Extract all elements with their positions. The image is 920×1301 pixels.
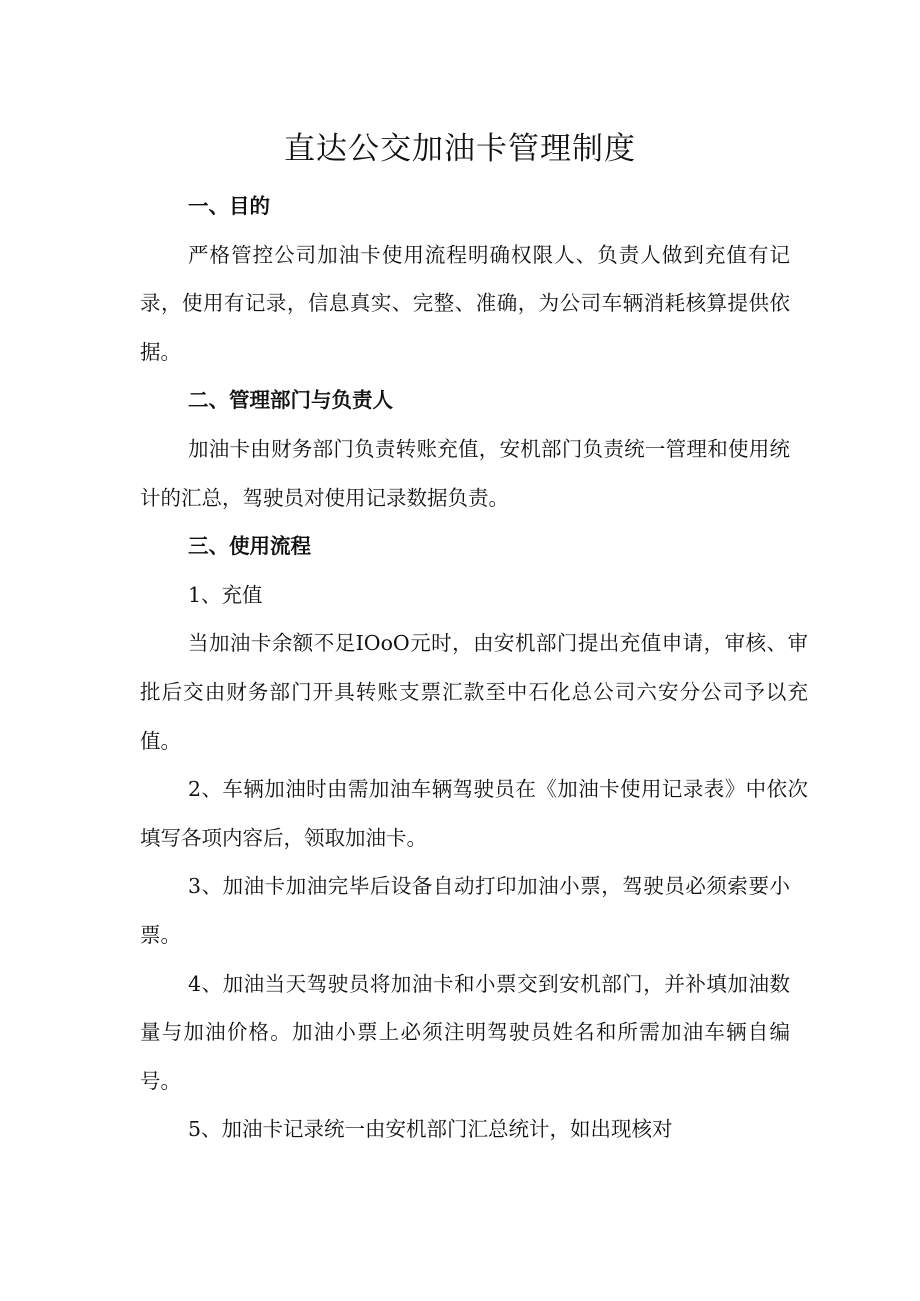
section-heading-purpose: 一、目的: [188, 194, 270, 218]
process-step-3-paragraph: 3、加油卡加油完毕后设备自动打印加油小票，驾驶员必须索要小票。: [140, 874, 790, 947]
document-title: 直达公交加油卡管理制度: [284, 131, 636, 167]
process-step-4-paragraph: 4、加油当天驾驶员将加油卡和小票交到安机部门，并补填加油数量与加油价格。加油小票上必须注明驾驶员姓名和所需加油车辆自编号。: [140, 971, 790, 1093]
process-step-5-paragraph: 5、加油卡记录统一由安机部门汇总统计，如出现核对: [188, 1117, 673, 1142]
process-step-1-title: 1、充值: [188, 582, 263, 607]
process-step-1-paragraph: 当加油卡余额不足IOoO元时，由安机部门提出充值申请，审核、审批后交由财务部门开具转账支票汇款至中石化总公司六安分公司予以充值。: [140, 631, 808, 753]
section-heading-usage-process: 三、使用流程: [188, 534, 311, 559]
section-heading-management: 二、管理部门与负责人: [188, 388, 393, 413]
management-paragraph: 加油卡由财务部门负责转账充值，安机部门负责统一管理和使用统计的汇总，驾驶员对使用记录数据负责。: [140, 436, 790, 510]
document-body: [140, 182, 808, 1154]
purpose-paragraph: 严格管控公司加油卡使用流程明确权限人、负责人做到充值有记录，使用有记录，信息真实、完整、准确，为公司车辆消耗核算提供依据。: [140, 242, 790, 364]
process-step-2-paragraph: 2、车辆加油时由需加油车辆驾驶员在《加油卡使用记录表》中依次填写各项内容后，领取加油卡。: [140, 777, 808, 850]
